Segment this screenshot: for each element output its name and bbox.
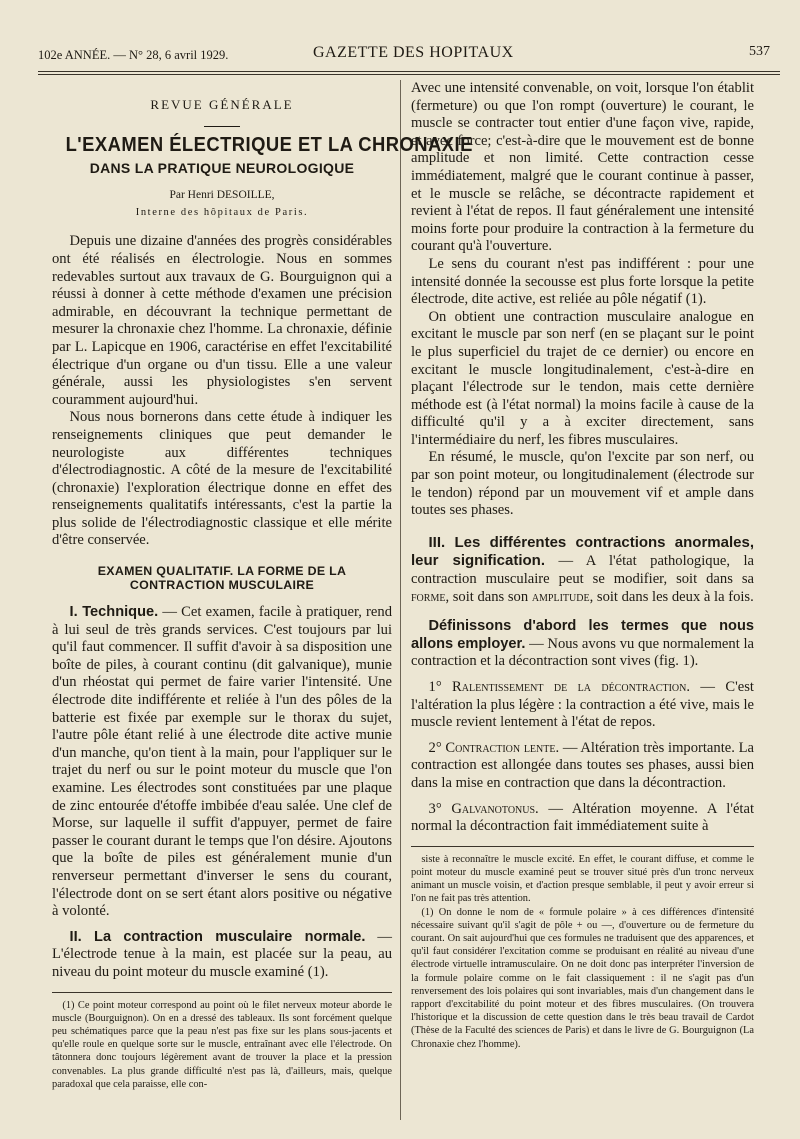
list-item: 3° Galvanotonus. — Altération moyenne. A l'état normal la décontraction fait immédiatement suite à xyxy=(411,800,755,835)
footnote-rule xyxy=(411,846,754,847)
column-divider xyxy=(400,80,401,1120)
article-title: L'EXAMEN ÉLECTRIQUE ET LA CHRONAXIE xyxy=(65,133,473,156)
intro-paragraph: Depuis une dizaine d'années des progrès considérables ont été réalisés en électrologie. Nous en sommes redevables surtout aux travaux de G. Bourguignon qui a réussi à donner à cette méthode d'examen une précision admirable, en découvrant la technique permettant de mesurer la chronaxie chez l'homme. La chronaxie, définie par L. Lapicque en 1906, caractérise en effet l'excitabilité électrique d'un organe ou d'un tissu. Elle a une valeur générale, aussi les physiologistes s'en servent couramment aujourd'hui. xyxy=(52,233,392,408)
page-number: 537 xyxy=(749,44,770,59)
item-label: 3° Galvanotonus. xyxy=(428,800,539,817)
right-column xyxy=(411,80,754,1051)
author-role: Interne des hôpitaux de Paris. xyxy=(135,206,309,218)
definitions-paragraph: Définissons d'abord les termes que nous allons employer. — Nous avons vu que normalement la contraction et la décontraction sont vives (fig. 1). xyxy=(411,618,754,670)
body-paragraph: On obtient une contraction musculaire analogue en excitant le muscle par son nerf (en se plaçant sur le point le plus superficiel du trajet de ce dernier) ou encore en excitant le muscle longitudinalement, c'est-à-dire en plaçant l'électrode sur le tendon, mais cette dernière méthode est (à l'état normal) la moins facile à cause de la difficulté qu'il y a à exciter directement, sans l'intermédiaire du nerf, les fibres musculaires. xyxy=(411,308,754,448)
item-label: 2° Contraction lente. xyxy=(428,739,560,756)
definitions-heading: Définissons d'abord les termes que nous allons employer. xyxy=(411,618,754,652)
footnote-text: (1) Ce point moteur correspond au point où le filet nerveux moteur aborde le muscle (Bourguignon). On en a dressé des tableaux. Ils sont forcément quelque peu schématiques parce que la peau n'est pas fixe sur les plans sous-jacents et qu'elle roule en quelque sorte sur le muscle, entraînant avec elle l'électrode. On tâtonnera donc toujours légèrement avant de trouver la place et la pression convenables. La plus grande difficulté n'est pas là, d'ailleurs, mais, quelque paradoxal que cela paraisse, elle con- xyxy=(52,999,392,1090)
header-rule-double xyxy=(38,74,780,75)
subsection-heading: I. Technique. xyxy=(69,604,159,621)
anomalies-paragraph: III. Les différentes contractions anormales, leur signification. — A l'état pathologique, la contraction musculaire peut se modifier, soit dans sa forme, soit dans son amplitude, soit dans les deux à la fois. xyxy=(411,533,755,605)
footnote xyxy=(52,999,392,1091)
subsection-heading: II. La contraction musculaire normale. xyxy=(69,928,366,945)
running-head xyxy=(38,44,770,66)
body-paragraph: Avec une intensité convenable, on voit, lorsque l'on établit (fermeture) ou que l'on rompt (ouverture) le courant, le muscle se contracter tout entier d'une façon vive, rapide, et avec force; c'est-à-dire que le mouvement est de bonne amplitude et non limité. Cette contraction cesse immédiatement, malgré que le courant continue à passer, et le muscle se relâche, se décontracte rapidement et revient à l'état de repos. Il faut généralement une intensité moins forte pour produire la contraction à la fermeture du courant qu'à l'ouverture. xyxy=(411,80,754,255)
footnote-rule xyxy=(52,992,392,993)
body-paragraph: En résumé, le muscle, qu'on l'excite par son nerf, ou par son point moteur, ou longitudinalement (électrode sur le tendon) répond par un mouvement vif et ample dans toutes ses phases. xyxy=(411,449,754,519)
intro-paragraph: Nous nous bornerons dans cette étude à indiquer les renseignements cliniques que peut demander le neurologiste aux différentes techniques d'électrodiagnostic. A côté de la mesure de l'excitabilité (chronaxie) l'exploration électrique donne en effet des renseignements qualitatifs intéressants, c'est la partie la plus solide de l'électrodiagnostic classique et elle mérite d'être conservée. xyxy=(52,409,392,549)
footnote-text: (1) On donne le nom de « formule polaire » à ces différences d'intensité nécessaire suivant qu'il s'agit de pôle + ou —, d'ouverture ou de fermeture du courant. On sait aujourd'hui que ces formules ne traduisent que des apparences, et qu'il faut considérer l'excitation comme se produisant en réalité au niveau d'une électrode virtuelle intramusculaire. On ne doit donc pas interpréter l'inversion de la formule polaire comme on le fait classiquement : il ne s'agit pas d'un renversement des lois polaires qui sont invariables, mais d'un changement dans le rapport d'excitabilité du point moteur et des fibres musculaires. (On trouvera l'historique et la discussion de cette question dans le très beau travail de Cardot (Thèse de la Faculté des sciences de Paris) et dans le livre de G. Bourguignon (La Chronaxie chez l'homme). xyxy=(411,906,754,1050)
author-byline: Par Henri DESOILLE, xyxy=(169,188,275,201)
contraction-paragraph: II. La contraction musculaire normale. — L'électrode tenue à la main, est placée sur la peau, au niveau du point moteur du muscle examiné (1). xyxy=(52,928,392,980)
subsection-heading: III. Les différentes contractions anormales, leur signification. xyxy=(411,533,754,570)
footnote xyxy=(411,853,754,1051)
term-amplitude: amplitude xyxy=(531,588,590,605)
header-rule xyxy=(38,71,780,72)
section-heading: EXAMEN QUALITATIF. LA FORME DE LA CONTRACTION MUSCULAIRE xyxy=(97,564,347,593)
body-paragraph: Le sens du courant n'est pas indifférent : pour une intensité donnée la secousse est plus forte lorsque la petite électrode, dite active, est reliée au pôle négatif (1). xyxy=(411,255,754,308)
title-rule xyxy=(204,126,240,127)
article-subtitle: DANS LA PRATIQUE NEUROLOGIQUE xyxy=(89,160,355,177)
footnote-text: siste à reconnaître le muscle excité. En effet, le courant diffuse, et comme le point moteur du muscle examiné peut se trouver situé près d'un tronc nerveux animant un muscle voisin, et d'action presque semblable, il peut y avoir erreur si l'on ne fait pas très attention. xyxy=(411,853,754,905)
issue-info: 102e ANNÉE. — N° 28, 6 avril 1929. xyxy=(38,48,229,62)
list-item: 2° Contraction lente. — Altération très importante. La contraction est allongée dans toutes ses phases, aussi bien dans la mise en contraction que dans la décontraction. xyxy=(411,739,754,791)
left-column xyxy=(52,88,473,1091)
item-label: 1° Ralentissement de la décontraction. xyxy=(428,679,690,695)
section-label: REVUE GÉNÉRALE xyxy=(150,97,294,112)
list-item: 1° Ralentissement de la décontraction. — C'est l'altération la plus légère : la contraction a été vive, mais le muscle revient lentement à l'état de repos. xyxy=(411,679,755,731)
journal-title: GAZETTE DES HOPITAUX xyxy=(313,44,514,61)
technique-paragraph: I. Technique. — Cet examen, facile à pratiquer, rend à lui seul de très grands services. C'est toujours par lui qu'il faut commencer. Il suffit d'avoir à sa disposition une boîte de piles, à courant continu (dit galvanique), munie d'un rhéostat qui permet de faire varier l'intensité. Une électrode dite indifférente et reliée à l'un des pôles de la batterie est fixée par exemple sur le thorax du sujet, l'autre pôle étant relié à une électrode dite active munie d'un manche, qu'on tient à la main, pour l'appliquer sur le trajet du nerf ou sur le point moteur du muscle que l'on examine. Les électrodes sont constituées par une plaque de zinc entourée d'étoffe imbibée d'eau salée. Une clef de Morse, sur laquelle il suffit d'appuyer, permet de faire passer le courant durant le temps que l'on désire. Ajoutons que la boîte de piles est généralement munie d'un renverseur permettant d'inverser le sens du courant, l'électrode dont on se sert étant alors positive ou négative à volonté. xyxy=(52,604,392,920)
term-forme: forme xyxy=(411,588,446,605)
